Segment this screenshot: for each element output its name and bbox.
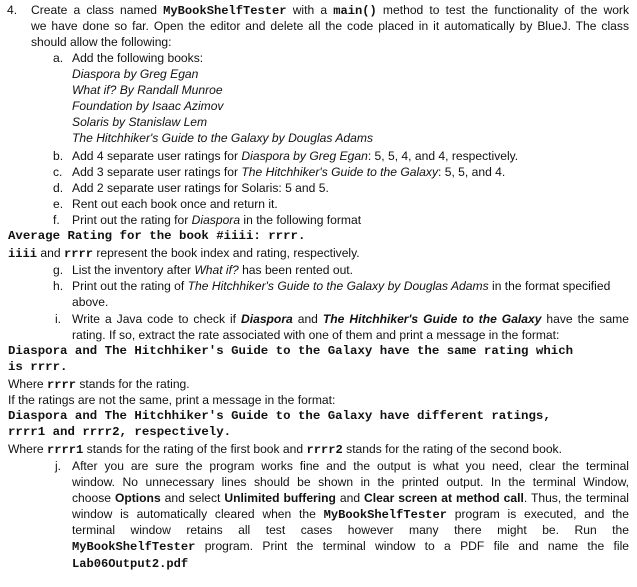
item-b-text xyxy=(72,148,518,164)
book-hitchhikers-guide: The Hitchhiker's Guide to the Galaxy by Douglas Adams xyxy=(72,131,373,145)
item-i-where-1 xyxy=(8,376,190,393)
book-title-bold: Diaspora xyxy=(241,312,293,326)
code-rating-var-2: rrrr2 xyxy=(306,443,343,457)
item-i-if-not: If the ratings are not the same, print a message in the format: xyxy=(8,393,336,407)
code-class-name: MyBookShelfTester xyxy=(323,508,447,522)
code-class-name: MyBookShelfTester xyxy=(72,540,196,554)
question-line-2: we have done so far. Open the editor and delete all the code placed in it automatically by BlueJ. The class xyxy=(31,19,629,33)
item-b-marker: b. xyxy=(53,149,64,163)
item-a-marker: a. xyxy=(53,51,64,65)
item-i-marker: i. xyxy=(55,312,62,326)
text-run: : 5, 5, 4, and 4, respectively. xyxy=(367,149,519,163)
text-run: Print out the rating for xyxy=(72,213,192,227)
code-class-name: MyBookShelfTester xyxy=(163,4,287,18)
text-run: and select xyxy=(160,491,225,505)
text-run: represent the book index and rating, respectively. xyxy=(92,246,360,260)
text-run: in the following format xyxy=(240,213,362,227)
text-run: method to test the functionality of the work xyxy=(376,3,629,17)
text-run: Where xyxy=(8,442,47,456)
item-d-marker: d. xyxy=(53,181,64,195)
text-run: Add 3 separate user ratings for xyxy=(72,165,242,179)
item-c-text xyxy=(72,164,505,180)
menu-option-name: Unlimited buffering xyxy=(224,491,336,505)
code-rating-var-1: rrrr1 xyxy=(46,443,84,457)
question-number: 4. xyxy=(7,3,18,17)
code-output-filename: Lab06Output2.pdf xyxy=(72,557,189,571)
text-run: List the inventory after xyxy=(72,263,195,277)
text-run: : 5, 5, and 4. xyxy=(438,165,506,179)
text-run: Create a class named xyxy=(31,3,164,17)
item-i-text-1 xyxy=(72,311,629,327)
book-title: Diaspora by Greg Egan xyxy=(241,149,368,163)
item-j-line-7 xyxy=(72,555,188,572)
text-run: Where xyxy=(8,377,47,391)
item-f-text xyxy=(72,212,361,228)
item-j-line-2: window. No unnecessary lines should be shown in the printed output. In the terminal Window, xyxy=(72,475,629,489)
item-j-line-6 xyxy=(72,538,629,555)
item-f-marker: f. xyxy=(53,213,60,227)
text-run: with a xyxy=(286,3,334,17)
text-run: choose xyxy=(72,491,115,505)
text-run: have the same xyxy=(541,312,629,326)
item-g-text xyxy=(72,262,353,278)
text-run: stands for the rating. xyxy=(76,377,190,391)
text-run: and xyxy=(37,246,64,260)
text-run: stands for the rating of the first book and xyxy=(83,442,307,456)
question-line-1 xyxy=(31,2,629,19)
text-run: program. Print the terminal window to a PDF file and name the file xyxy=(195,539,629,553)
book-solaris: Solaris by Stanislaw Lem xyxy=(72,115,208,129)
text-run: program is executed, and the xyxy=(446,507,629,521)
code-main-method: main() xyxy=(333,4,377,18)
item-f-explanation xyxy=(8,245,360,262)
book-title: The Hitchhiker's Guide to the Galaxy by Douglas Adams xyxy=(187,279,489,293)
item-j-line-4 xyxy=(72,506,629,523)
item-c-marker: c. xyxy=(53,165,63,179)
book-diaspora: Diaspora by Greg Egan xyxy=(72,67,199,81)
book-title: Diaspora xyxy=(191,213,241,227)
item-h-marker: h. xyxy=(53,279,64,293)
code-average-rating-format: Average Rating for the book #iiii: rrrr. xyxy=(8,229,306,243)
item-g-marker: g. xyxy=(53,263,64,277)
item-h-text xyxy=(72,278,610,294)
code-different-rating-line-1: Diaspora and The Hitchhiker's Guide to the Galaxy have different ratings, xyxy=(8,409,551,423)
item-i-where-2 xyxy=(8,441,562,458)
item-i-text-2: rating. If so, extract the rate associated with one of them and print a message in the format: xyxy=(72,328,560,342)
code-different-rating-line-2: rrrr1 and rrrr2, respectively. xyxy=(8,425,232,439)
question-line-3: should allow the following: xyxy=(31,35,172,49)
text-run: in the format specified xyxy=(488,279,611,293)
item-e-text: Rent out each book once and return it. xyxy=(72,197,278,211)
text-run: and xyxy=(292,312,323,326)
item-j-line-1: After you are sure the program works fine and the output is what you need, clear the terminal xyxy=(72,459,629,473)
code-index-var: iiii xyxy=(8,247,38,261)
text-run: window is automatically cleared when the xyxy=(72,507,324,521)
book-foundation: Foundation by Isaac Azimov xyxy=(72,99,224,113)
text-run: and xyxy=(335,491,365,505)
code-same-rating-line-2: is rrrr. xyxy=(8,360,68,374)
text-run: stands for the rating of the second book. xyxy=(342,442,562,456)
text-run: Print out the rating of xyxy=(72,279,188,293)
text-run: Add 4 separate user ratings for xyxy=(72,149,242,163)
menu-option-name: Options xyxy=(114,491,161,505)
item-j-line-3 xyxy=(72,490,629,506)
book-title: What if? xyxy=(194,263,239,277)
code-rating-var: rrrr xyxy=(63,247,93,261)
text-run: . Thus, the terminal xyxy=(523,491,629,505)
code-rating-var: rrrr xyxy=(46,378,77,392)
book-title: The Hitchhiker's Guide to the Galaxy xyxy=(241,165,438,179)
text-run: has been rented out. xyxy=(238,263,354,277)
item-j-marker: j. xyxy=(55,459,62,473)
item-h-text-2: above. xyxy=(72,295,109,309)
menu-option-name: Clear screen at method call xyxy=(364,491,524,505)
book-title-bold: The Hitchhiker's Guide to the Galaxy xyxy=(322,312,542,326)
book-what-if: What if? By Randall Munroe xyxy=(72,83,223,97)
text-run: Write a Java code to check if xyxy=(72,312,241,326)
item-d-text: Add 2 separate user ratings for Solaris: 5 and 5. xyxy=(72,181,329,195)
item-e-marker: e. xyxy=(53,197,64,211)
code-same-rating-line-1: Diaspora and The Hitchhiker's Guide to the Galaxy have the same rating which xyxy=(8,344,574,358)
item-j-line-5: terminal window retains all test cases however many there might be. Run the xyxy=(72,523,629,537)
item-a-text: Add the following books: xyxy=(72,51,204,65)
